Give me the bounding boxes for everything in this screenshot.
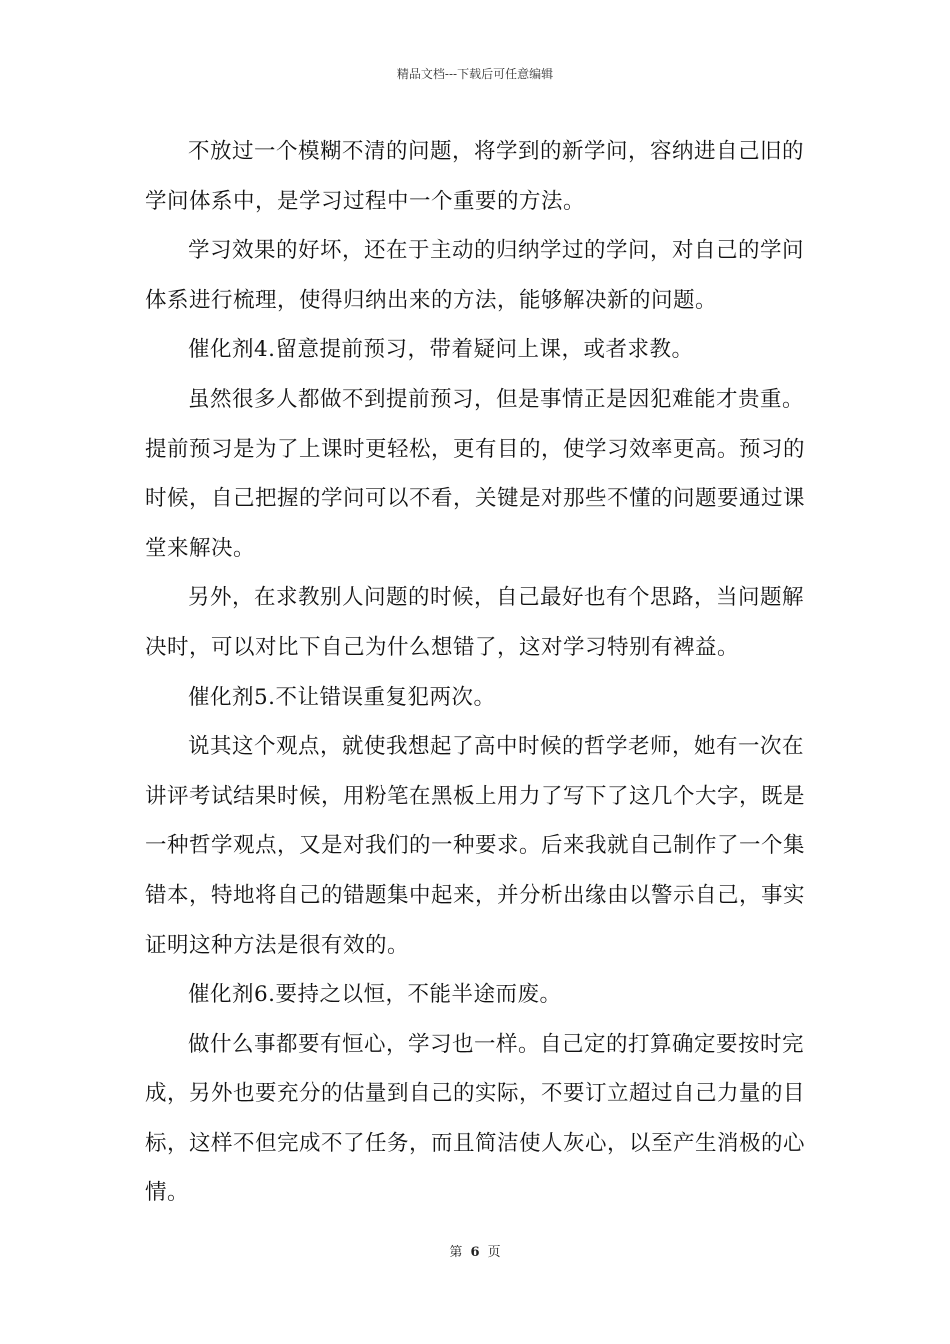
paragraph: 学习效果的好坏，还在于主动的归纳学过的学问，对自己的学问体系进行梳理，使得归纳出来的方法，能够解决新的问题。 [145,238,805,313]
paragraph: 另外，在求教别人问题的时候，自己最好也有个思路，当问题解决时，可以对比下自己为什么想错了，这对学习特别有裨益。 [145,585,805,660]
paragraph: 说其这个观点，就使我想起了高中时候的哲学老师，她有一次在讲评考试结果时候，用粉笔在黑板上用力了写下了这几个大字，既是一种哲学观点，又是对我们的一种要求。后来我就自己制作了一个集错本，特地将自己的错题集中起来，并分析出缘由以警示自己，事实证明这种方法是很有效的。 [145,734,806,958]
section-heading: 催化剂5.不让错误重复犯两次。 [188,684,496,710]
page-header: 精品文档---下载后可任意编辑 [396,67,554,81]
paragraph: 虽然很多人都做不到提前预习，但是事情正是因犯难能才贵重。提前预习是为了上课时更轻松，更有目的，使学习效率更高。预习的时候，自己把握的学问可以不看，关键是对那些不懂的问题要通过课堂来解决。 [145,386,806,561]
page-footer [0,1244,950,1262]
section-heading: 催化剂6.要持之以恒，不能半途而废。 [188,982,562,1008]
document-body [145,127,810,1218]
section-heading: 催化剂4.留意提前预习，带着疑问上课，或者求教。 [188,337,694,363]
page-label-prefix: 第 [449,1245,463,1260]
paragraph: 做什么事都要有恒心，学习也一样。自己定的打算确定要按时完成，另外也要充分的估量到自己的实际，不要订立超过自己力量的目标，这样不但完成不了任务，而且简洁使人灰心，以至产生消极的心情。 [145,1031,806,1206]
paragraph: 不放过一个模糊不清的问题，将学到的新学问，容纳进自己旧的学问体系中，是学习过程中一个重要的方法。 [145,139,805,214]
page-label-suffix: 页 [487,1245,501,1260]
page-number: 6 [470,1245,480,1260]
